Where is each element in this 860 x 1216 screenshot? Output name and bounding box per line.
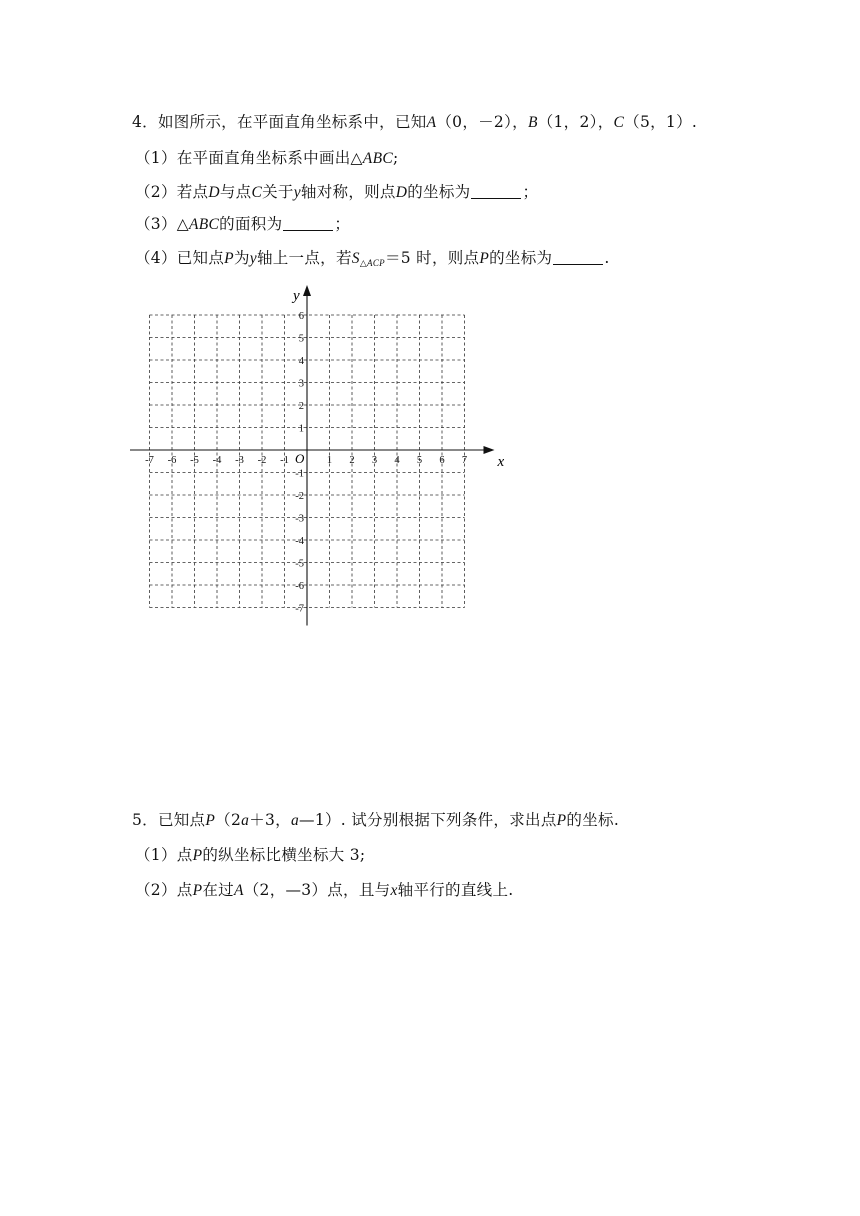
p4-part4-point-p: P <box>224 250 234 267</box>
x-tick-label: -3 <box>235 455 244 466</box>
p5-part2-text-c: （2，—3）点，且与 <box>243 881 391 899</box>
problem-5-part-2 <box>135 880 513 901</box>
x-tick-label: 1 <box>326 455 333 466</box>
p4-part2-point-d2: D <box>395 184 408 201</box>
p4-part3-text-a: （3）△ <box>135 215 189 233</box>
p5-part1-point-p: P <box>192 847 203 864</box>
p5-part2-x: x <box>390 882 398 899</box>
y-tick-label: 6 <box>298 311 304 322</box>
p4-point-b: B <box>527 114 538 131</box>
p5-point-p2: P <box>556 812 567 829</box>
answer-blank-4-3[interactable] <box>283 216 333 231</box>
p4-part4-text-e: 的坐标为 <box>489 249 553 267</box>
p4-part2-text-e: 的坐标为 <box>407 183 471 201</box>
p4-point-c: C <box>613 114 625 131</box>
p4-part4-end: . <box>604 249 610 267</box>
coordinate-plane <box>126 282 506 634</box>
problem-4-part-1 <box>135 148 399 169</box>
problem-4-part-4 <box>135 248 610 273</box>
p4-part2-end: ； <box>522 183 539 201</box>
y-tick-label: 1 <box>298 423 304 435</box>
p4-part4-text-b: 为 <box>233 249 250 267</box>
y-axis-label: y <box>293 288 300 304</box>
problem-4-part-2 <box>135 182 538 203</box>
p5-coord-a: （2 <box>215 811 242 829</box>
x-tick-label: -1 <box>280 455 289 466</box>
p4-part1-end: ; <box>392 149 399 167</box>
y-tick-label: -4 <box>295 536 304 547</box>
p4-part2-text-c: 关于 <box>262 183 294 201</box>
y-tick-label: -6 <box>295 581 304 592</box>
p4-point-a: A <box>426 114 437 131</box>
x-tick-label: 2 <box>349 455 355 466</box>
p4-coord-b: （1，2）， <box>537 113 614 131</box>
y-axis-arrow <box>303 285 311 296</box>
p5-part1-text-a: （1）点 <box>135 846 193 864</box>
p4-coord-c: （5，1）. <box>624 113 698 131</box>
y-tick-label: 5 <box>298 333 304 345</box>
problem-5-statement <box>132 810 619 831</box>
x-axis-arrow <box>484 446 495 454</box>
problem-5-part-1 <box>135 845 365 866</box>
p4-part2-point-c: C <box>251 184 263 201</box>
x-tick-label: -7 <box>145 455 154 466</box>
p4-part4-area-s: S <box>351 250 360 267</box>
p4-part2-y: y <box>293 184 301 201</box>
x-tick-label: -5 <box>190 455 199 466</box>
x-tick-label: 5 <box>416 455 423 466</box>
answer-blank-4-4[interactable] <box>553 250 603 265</box>
p5-intro-text: 5．已知点 <box>132 811 206 829</box>
p4-part3-text-b: 的面积为 <box>219 215 283 233</box>
p4-part1-text: （1）在平面直角坐标系中画出△ <box>135 149 363 167</box>
p4-part4-y: y <box>249 250 257 267</box>
p4-part4-text-c: 轴上一点，若 <box>256 249 352 267</box>
y-tick-label: 4 <box>298 356 304 367</box>
y-tick-label: -2 <box>295 491 304 502</box>
p4-part4-area-subscript: △ACP <box>359 258 385 268</box>
p5-part2-text-d: 轴平行的直线上. <box>397 881 514 899</box>
p4-part2-text-a: （2）若点 <box>135 183 209 201</box>
x-axis-label: x <box>497 454 505 470</box>
p4-part1-triangle: ABC <box>362 150 393 167</box>
y-tick-label: -1 <box>295 468 304 480</box>
p5-point-p: P <box>205 812 216 829</box>
x-tick-label: -6 <box>167 455 177 466</box>
p4-part2-text-b: 与点 <box>219 183 252 201</box>
origin-label: O <box>295 451 305 466</box>
p5-part1-text-b: 的纵坐标比横坐标大 3; <box>202 846 366 864</box>
x-tick-label: 7 <box>461 455 468 466</box>
x-tick-label: -4 <box>212 455 222 466</box>
problem-4-part-3 <box>135 214 350 235</box>
y-tick-label: -5 <box>295 558 304 570</box>
p5-coord-c: —1）. 试分别根据下列条件，求出点 <box>299 811 557 829</box>
answer-blank-4-2[interactable] <box>471 184 521 199</box>
x-tick-label: 3 <box>371 455 378 466</box>
p5-intro-end: 的坐标. <box>566 811 620 829</box>
problem-4-statement <box>132 112 697 133</box>
p5-part2-point-a: A <box>233 882 244 899</box>
p4-part2-point-d: D <box>208 184 220 201</box>
p4-part3-triangle: ABC <box>188 216 220 233</box>
p5-var-a1: a <box>241 812 250 829</box>
x-tick-label: 4 <box>394 455 400 466</box>
y-tick-label: -7 <box>295 603 304 615</box>
p4-part2-text-d: 轴对称，则点 <box>300 183 396 201</box>
y-tick-label: 2 <box>298 401 304 412</box>
y-tick-label: 3 <box>298 378 304 390</box>
tick-labels <box>145 311 467 615</box>
p4-part4-text-a: （4）已知点 <box>135 249 225 267</box>
p4-part4-text-d: ＝5 时，则点 <box>384 249 480 267</box>
p4-part4-point-p2: P <box>479 250 490 267</box>
p5-var-a2: a <box>290 812 300 829</box>
x-tick-label: 6 <box>439 455 445 466</box>
p5-part2-point-p: P <box>192 882 203 899</box>
p5-coord-b: ＋3， <box>249 811 291 829</box>
p4-coord-a: （0，－2）， <box>436 113 528 131</box>
p5-part2-text-b: 在过 <box>202 881 234 899</box>
p4-part3-end: ； <box>334 215 351 233</box>
x-tick-label: -2 <box>257 455 267 466</box>
p5-part2-text-a: （2）点 <box>135 881 193 899</box>
p4-intro-text: 4．如图所示，在平面直角坐标系中，已知 <box>132 113 427 131</box>
y-tick-label: -3 <box>295 513 304 525</box>
